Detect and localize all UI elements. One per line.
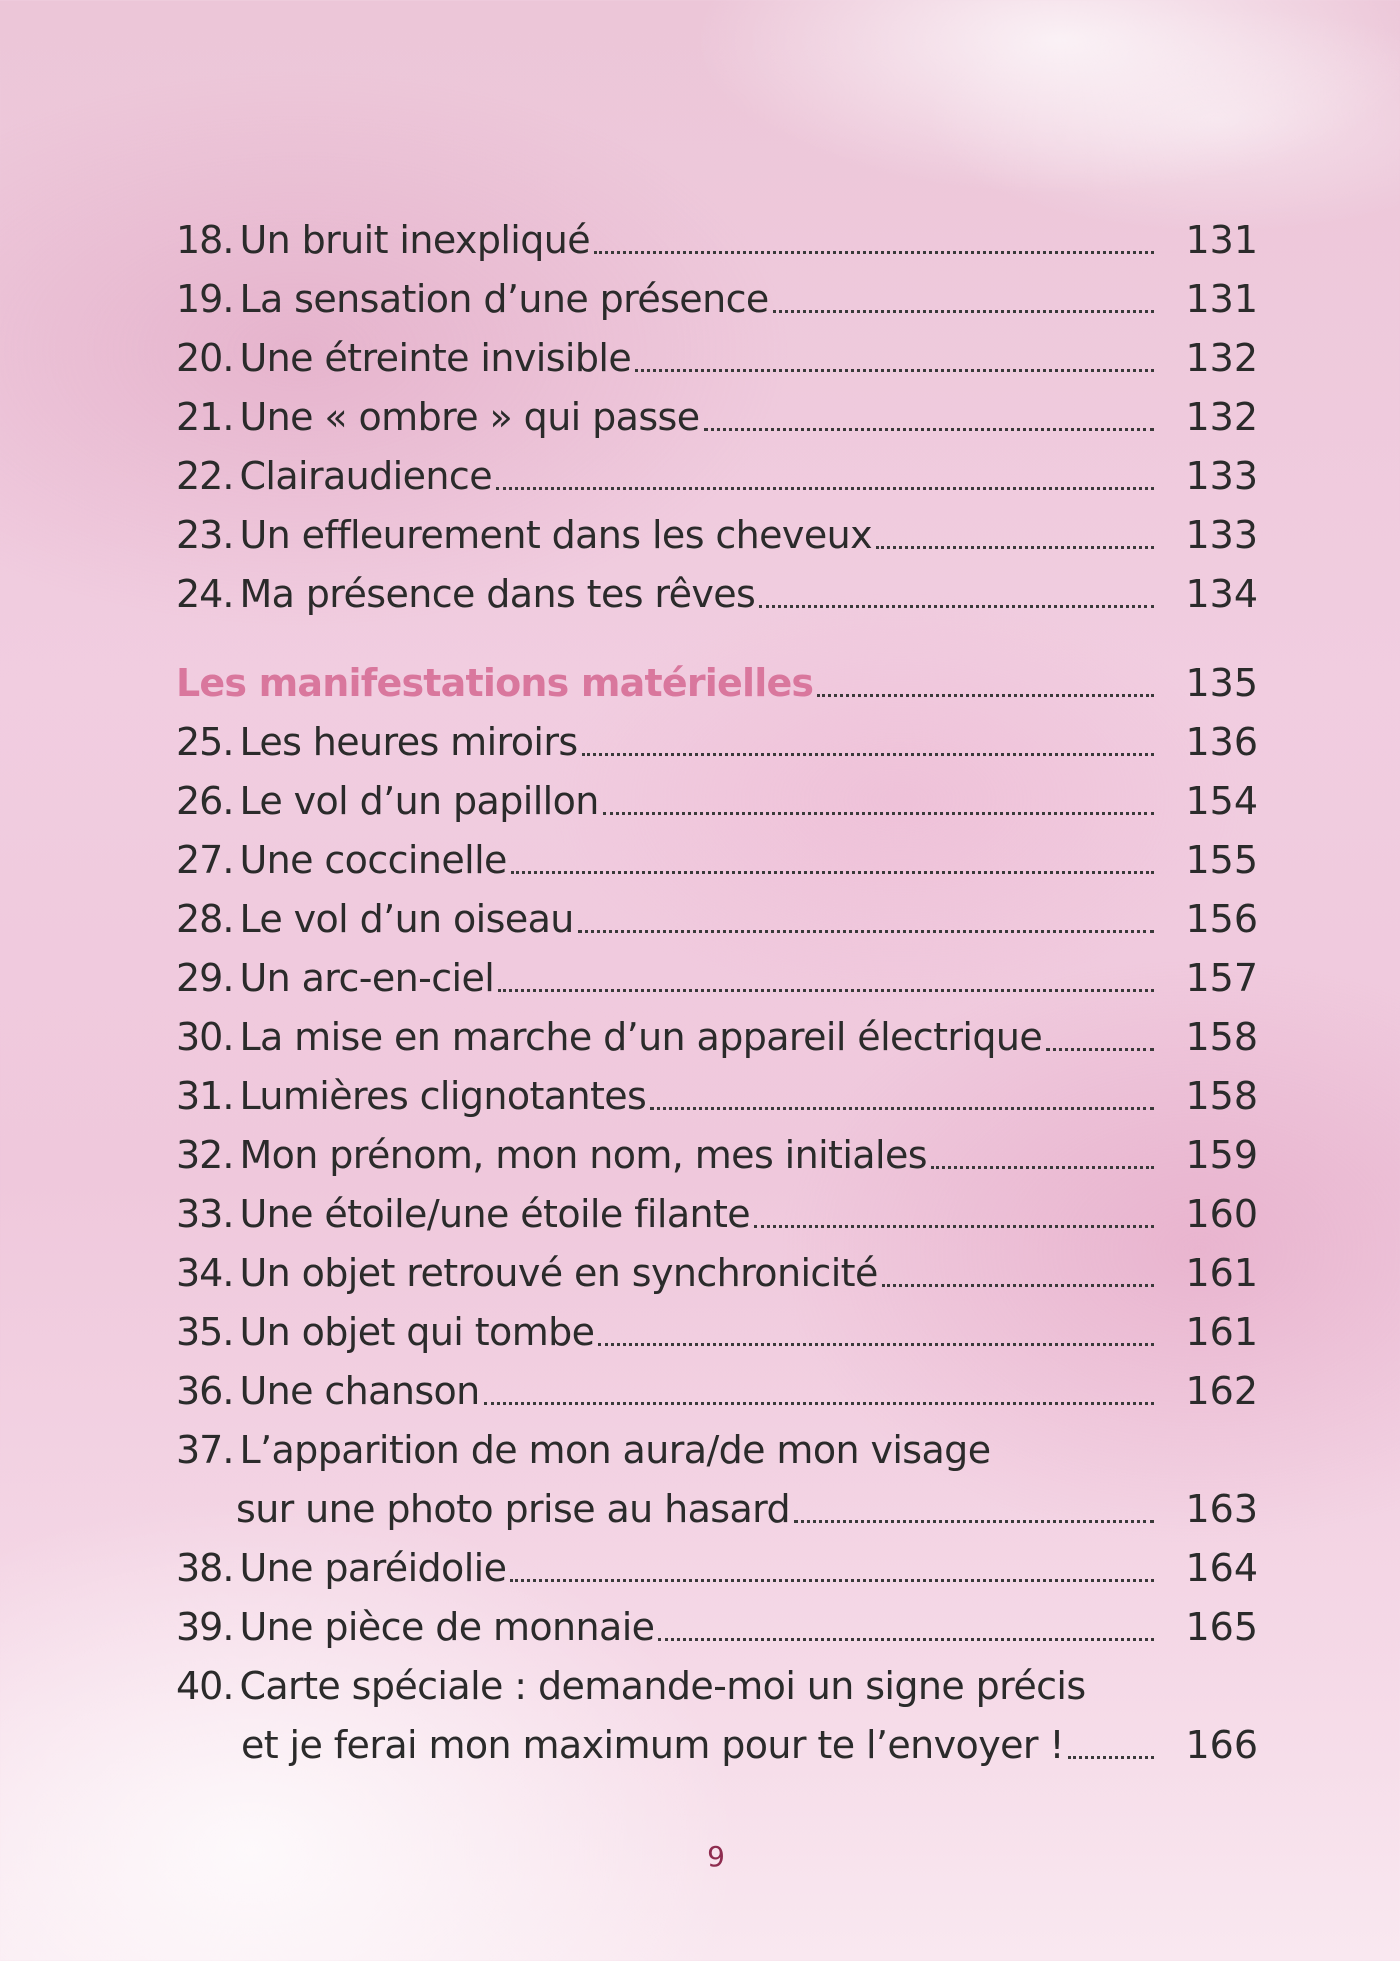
- dot-leader: [931, 1166, 1154, 1169]
- toc-entry: [176, 1060, 1258, 1119]
- entry-page-number: 155: [1185, 838, 1258, 882]
- dot-leader: [484, 1402, 1154, 1405]
- entry-number: 26.: [176, 779, 234, 823]
- entry-title: Un objet qui tombe: [239, 1310, 595, 1354]
- entry-number: 19.: [176, 277, 234, 321]
- entry-number: 40.: [176, 1664, 234, 1708]
- entry-title: Une « ombre » qui passe: [239, 395, 700, 439]
- dot-leader: [511, 871, 1154, 874]
- dot-leader: [578, 930, 1154, 933]
- entry-page-number: 156: [1185, 897, 1258, 941]
- page-folio: 9: [707, 1840, 725, 1873]
- toc-entry: [176, 558, 1258, 617]
- entry-page-number: 136: [1185, 720, 1258, 764]
- entry-title: Carte spéciale : demande-moi un signe précis: [239, 1664, 1086, 1708]
- toc-entry: [176, 824, 1258, 883]
- dot-leader: [876, 546, 1154, 549]
- dot-leader: [510, 1579, 1154, 1582]
- entry-page-number: 164: [1185, 1546, 1258, 1590]
- entry-page-number: 160: [1185, 1192, 1258, 1236]
- entry-page-number: 161: [1185, 1251, 1258, 1295]
- entry-number: 29.: [176, 956, 234, 1000]
- entry-title: Une pièce de monnaie: [239, 1605, 655, 1649]
- toc-entry: [176, 499, 1258, 558]
- toc-entry: [176, 706, 1258, 765]
- toc-group-b: [176, 706, 1258, 1414]
- dot-leader: [582, 753, 1154, 756]
- entry-title: Un effleurement dans les cheveux: [239, 513, 872, 557]
- entry-page-number: 165: [1185, 1605, 1258, 1649]
- entry-page-number: 134: [1185, 572, 1258, 616]
- entry-title: La sensation d’une présence: [239, 277, 769, 321]
- dot-leader: [773, 310, 1154, 313]
- entry-title: Une coccinelle: [239, 838, 507, 882]
- entry-number: 23.: [176, 513, 234, 557]
- entry-number: 20.: [176, 336, 234, 380]
- toc-entry: [176, 1119, 1258, 1178]
- entry-title: Mon prénom, mon nom, mes initiales: [239, 1133, 927, 1177]
- dot-leader: [754, 1225, 1154, 1228]
- entry-number: 39.: [176, 1605, 234, 1649]
- toc-group-a: [176, 204, 1258, 617]
- entry-number: 36.: [176, 1369, 234, 1413]
- entry-number: 27.: [176, 838, 234, 882]
- toc-entry: [176, 1355, 1258, 1414]
- entry-page-number: 131: [1185, 277, 1258, 321]
- entry-title: Une étoile/une étoile filante: [239, 1192, 751, 1236]
- dot-leader: [1046, 1048, 1154, 1051]
- toc-entry: [176, 322, 1258, 381]
- entry-title: Une paréidolie: [239, 1546, 507, 1590]
- entry-title: Un arc-en-ciel: [239, 956, 495, 1000]
- entry-number: 25.: [176, 720, 234, 764]
- entry-page-number: 163: [1185, 1487, 1258, 1531]
- entry-page-number: 158: [1185, 1015, 1258, 1059]
- entry-number: 30.: [176, 1015, 234, 1059]
- entry-title: Lumières clignotantes: [239, 1074, 647, 1118]
- entry-page-number: 132: [1185, 336, 1258, 380]
- toc-entry: [176, 1532, 1258, 1591]
- entry-page-number: 166: [1185, 1723, 1258, 1767]
- entry-page-number: 133: [1185, 454, 1258, 498]
- toc-entry-40-line1: [176, 1650, 1258, 1709]
- section-page-number: 135: [1185, 661, 1258, 705]
- toc-entry: [176, 381, 1258, 440]
- toc-entry: [176, 1178, 1258, 1237]
- entry-number: 33.: [176, 1192, 234, 1236]
- entry-title: Le vol d’un oiseau: [239, 897, 574, 941]
- toc-entry-40-line2: [176, 1709, 1258, 1768]
- entry-title: Un objet retrouvé en synchronicité: [239, 1251, 878, 1295]
- toc-entry: [176, 204, 1258, 263]
- dot-leader: [658, 1638, 1154, 1641]
- toc-entry: [176, 1296, 1258, 1355]
- dot-leader: [594, 251, 1154, 254]
- dot-leader: [882, 1284, 1154, 1287]
- dot-leader: [794, 1520, 1154, 1523]
- entry-number: 32.: [176, 1133, 234, 1177]
- dot-leader: [650, 1107, 1154, 1110]
- dot-leader: [817, 694, 1154, 697]
- entry-page-number: 158: [1185, 1074, 1258, 1118]
- entry-number: 18.: [176, 218, 234, 262]
- entry-number: 34.: [176, 1251, 234, 1295]
- entry-number: 28.: [176, 897, 234, 941]
- entry-title: Une étreinte invisible: [239, 336, 632, 380]
- dot-leader: [704, 428, 1154, 431]
- entry-title: L’apparition de mon aura/de mon visage: [239, 1428, 991, 1472]
- dot-leader: [759, 605, 1154, 608]
- entry-title: Un bruit inexpliqué: [239, 218, 591, 262]
- entry-page-number: 131: [1185, 218, 1258, 262]
- table-of-contents: [176, 204, 1258, 1768]
- entry-title: Les heures miroirs: [239, 720, 578, 764]
- toc-entry: [176, 440, 1258, 499]
- toc-entry: [176, 942, 1258, 1001]
- dot-leader: [498, 989, 1154, 992]
- dot-leader: [496, 487, 1154, 490]
- entry-number: 24.: [176, 572, 234, 616]
- entry-page-number: 132: [1185, 395, 1258, 439]
- entry-title: Le vol d’un papillon: [239, 779, 599, 823]
- entry-title: Clairaudience: [239, 454, 492, 498]
- entry-title: Ma présence dans tes rêves: [239, 572, 756, 616]
- toc-entry-37-line2: [176, 1473, 1258, 1532]
- toc-entry-37-line1: [176, 1414, 1258, 1473]
- entry-title-continued: sur une photo prise au hasard: [236, 1487, 791, 1531]
- toc-entry: [176, 883, 1258, 942]
- dot-leader: [603, 812, 1154, 815]
- toc-entry: [176, 263, 1258, 322]
- entry-page-number: 161: [1185, 1310, 1258, 1354]
- entry-number: 35.: [176, 1310, 234, 1354]
- entry-page-number: 162: [1185, 1369, 1258, 1413]
- entry-number: 38.: [176, 1546, 234, 1590]
- entry-page-number: 157: [1185, 956, 1258, 1000]
- toc-group-c: [176, 1532, 1258, 1650]
- entry-title: La mise en marche d’un appareil électrique: [239, 1015, 1043, 1059]
- entry-number: 21.: [176, 395, 234, 439]
- entry-page-number: 133: [1185, 513, 1258, 557]
- entry-page-number: 154: [1185, 779, 1258, 823]
- toc-entry: [176, 1001, 1258, 1060]
- toc-entry: [176, 1591, 1258, 1650]
- entry-title: Une chanson: [239, 1369, 480, 1413]
- dot-leader: [598, 1343, 1154, 1346]
- entry-number: 31.: [176, 1074, 234, 1118]
- entry-number: 37.: [176, 1428, 234, 1472]
- toc-entry: [176, 1237, 1258, 1296]
- dot-leader: [635, 369, 1154, 372]
- toc-entry: [176, 765, 1258, 824]
- toc-section-row: [176, 647, 1258, 706]
- dot-leader: [1068, 1756, 1154, 1759]
- entry-title-continued: et je ferai mon maximum pour te l’envoyer !: [241, 1723, 1065, 1767]
- section-title: Les manifestations matérielles: [176, 661, 814, 705]
- entry-number: 22.: [176, 454, 234, 498]
- entry-page-number: 159: [1185, 1133, 1258, 1177]
